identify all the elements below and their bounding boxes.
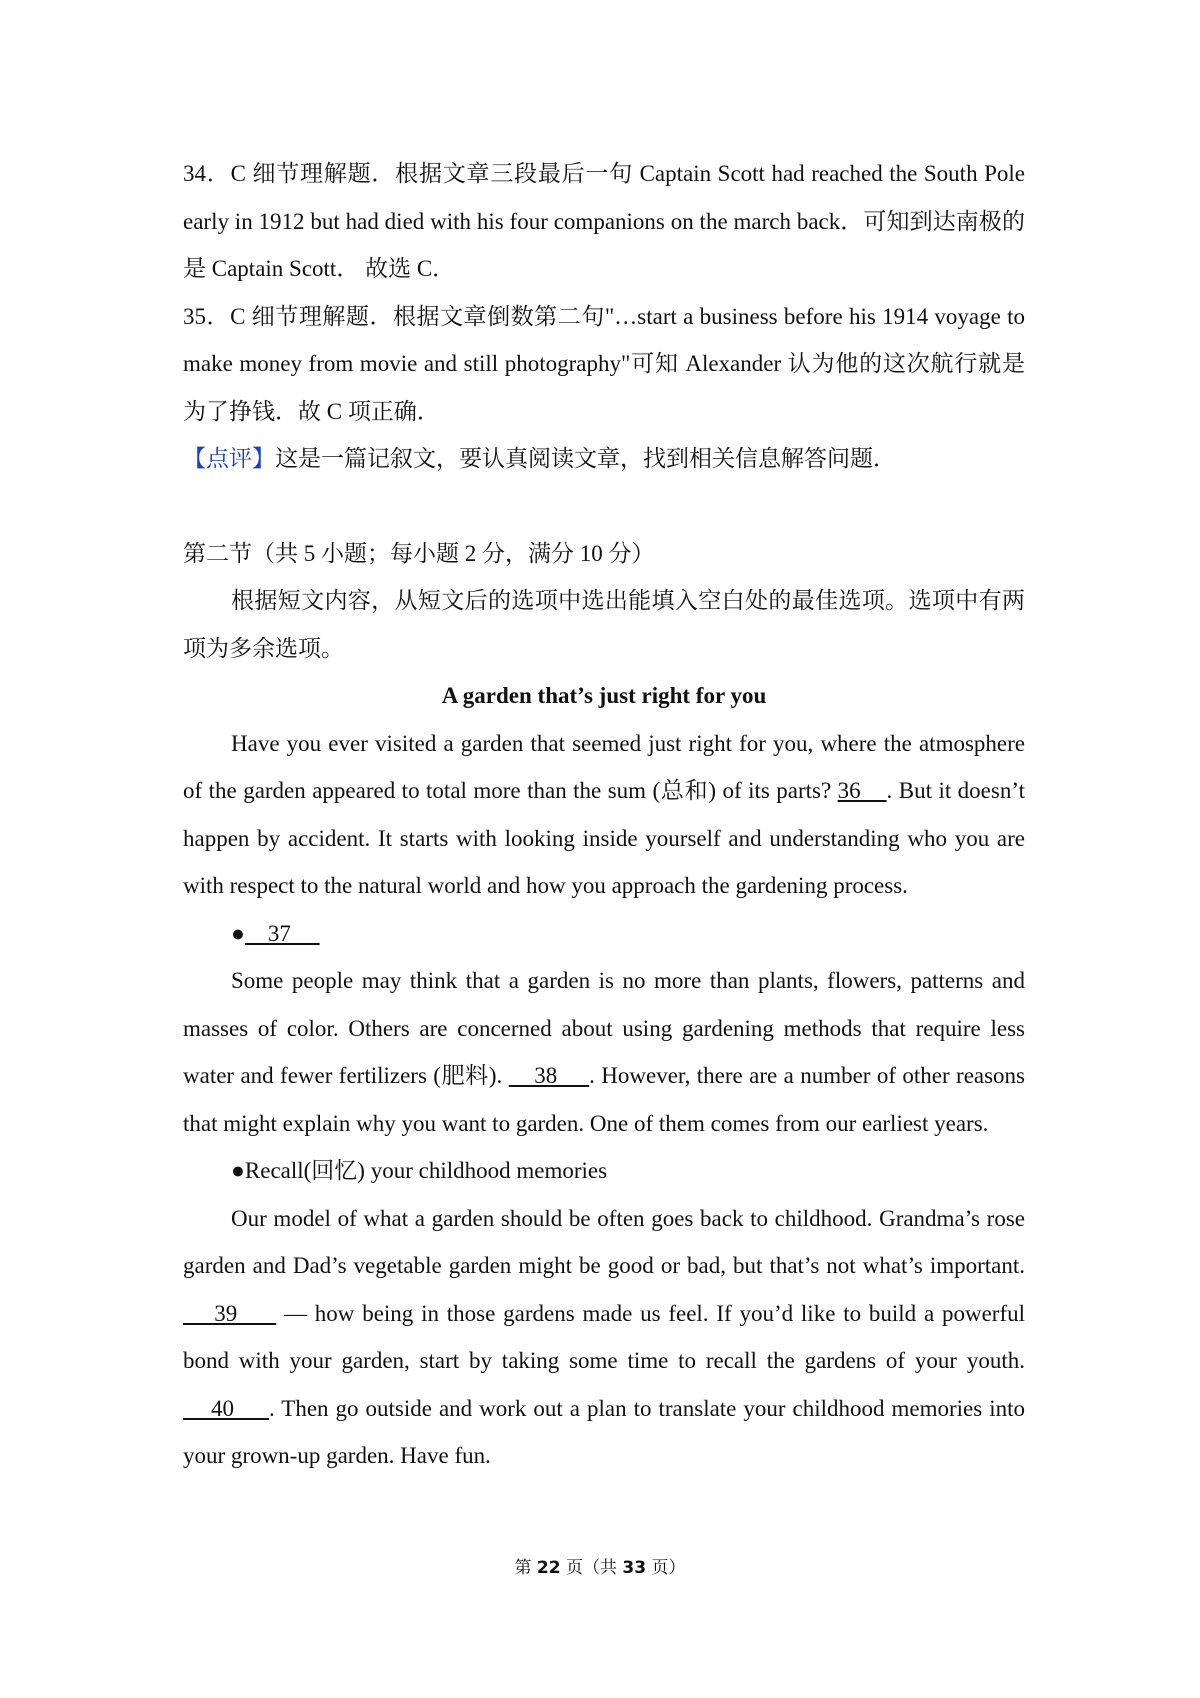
bullet-heading-recall: ●Recall(回忆) your childhood memories — [231, 1158, 608, 1183]
footer-suffix: 页） — [646, 1558, 686, 1578]
comment — [183, 435, 1025, 483]
section-instruction: 根据短文内容，从短文后的选项中选出能填入空白处的最佳选项。选项中有两项为多余选项。 — [183, 588, 1025, 661]
blank-38: 38 — [508, 1063, 590, 1088]
spacer — [183, 483, 1025, 530]
passage-title: A garden that’s just right for you — [441, 683, 767, 708]
page-footer — [0, 1556, 1200, 1580]
answer-34: 34．C 细节理解题．根据文章三段最后一句 Captain Scott had reached the South Pole early in 1912 but had died with his four companions on the march back．可知到达南极的是 Captain Scott． 故选 C． — [183, 161, 1025, 281]
p2-text-a: Some people may think that a garden is no more than plants, flowers, patterns and masses of color. Others are concerned about using gardening methods that require less water and fewer fertilizers (肥料). — [183, 968, 1025, 1088]
passage-paragraph-2 — [183, 957, 1025, 1147]
p3-text-c: . Then go outside and work out a plan to translate your childhood memories into your grown-up garden. Have fun. — [183, 1395, 1025, 1468]
p1-text-a: Have you ever visited a garden that seemed just right for you, where the atmosphere of the garden appeared to total more than the sum (总和) of its parts? — [183, 730, 1025, 803]
blank-40: 40 — [183, 1395, 269, 1421]
comment-text: 这是一篇记叙文，要认真阅读文章，找到相关信息解答问题． — [275, 446, 896, 471]
p3-text-a: Our model of what a garden should be often goes back to childhood. Grandma’s rose garden and Dad’s vegetable garden might be good or bad, but that’s not what’s important. — [183, 1205, 1025, 1278]
p1-text-b: . But it doesn’t happen by accident. It starts with looking inside yourself and understanding who you are with respect to the natural world and how you approach the gardening process. — [183, 778, 1025, 898]
p2-text-b: . However, there are a number of other reasons that might explain why you want to garden. One of them comes from our earliest years. — [183, 1063, 1026, 1136]
blank-37: 37 — [244, 920, 320, 946]
passage-paragraph-3 — [183, 1195, 1025, 1480]
footer-current-page: 22 — [536, 1558, 561, 1578]
bullet-heading-37 — [183, 910, 1025, 958]
footer-middle: 页（共 — [560, 1558, 623, 1578]
p3-text-b: — how being in those gardens made us feel. If you’d like to build a powerful bond with your garden, start by taking some time to recall the gardens of your youth. — [183, 1300, 1026, 1373]
section-heading: 第二节（共 5 小题；每小题 2 分，满分 10 分） — [183, 540, 655, 566]
passage-paragraph-1 — [183, 720, 1025, 910]
blank-39: 39 — [183, 1300, 277, 1326]
comment-label: 【点评】 — [183, 446, 275, 471]
page-content — [183, 150, 1025, 1480]
answer-35: 35．C 细节理解题．根据文章倒数第二句"…start a business before his 1914 voyage to make money from movie and still photography"可知 Alexander 认为他的这次航行就是为了挣钱．故 C 项正确． — [183, 303, 1025, 424]
bullet-marker: ● — [231, 920, 245, 946]
footer-prefix: 第 — [514, 1558, 537, 1578]
blank-36: 36 — [837, 778, 887, 803]
footer-total-pages: 33 — [622, 1558, 647, 1578]
